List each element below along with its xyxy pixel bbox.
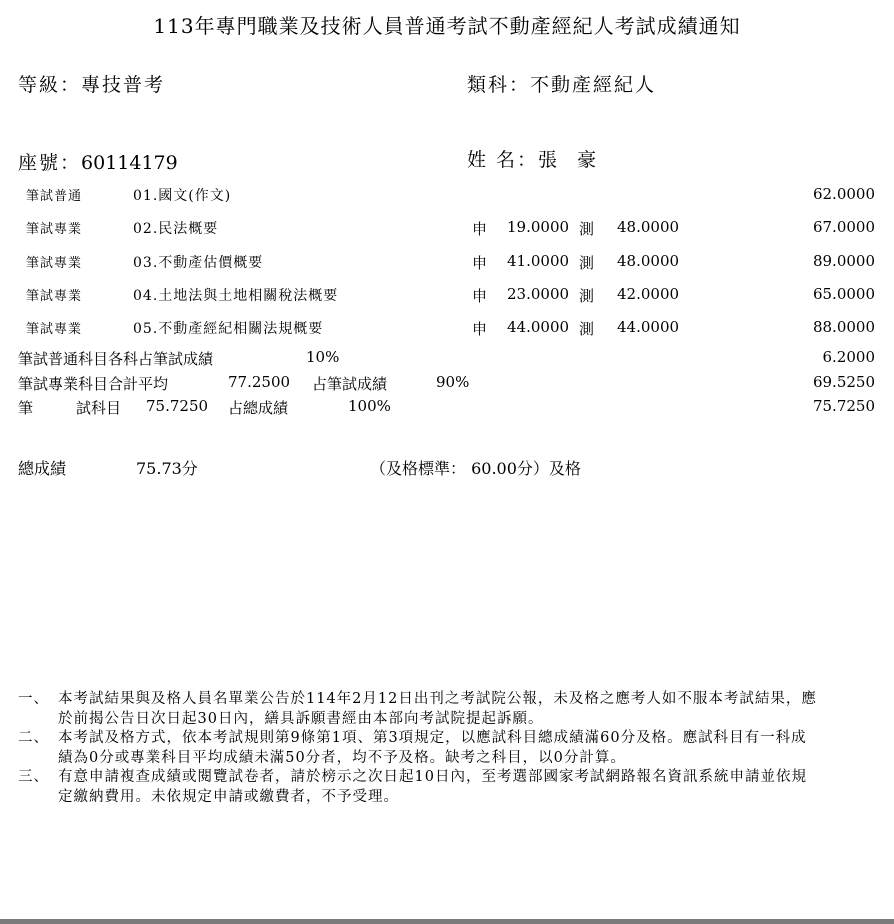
grade-value: 專技普考 <box>81 74 166 96</box>
summary-general-pct: 10% <box>306 348 340 366</box>
subject-score: 89.0000 <box>812 252 875 270</box>
note-text: 本考試結果與及格人員名單業公告於114年2月12日出刊之考試院公報，未及格之應考人如不服本考試結果，應於前揭公告日次日起30日內，繕具訴願書經由本部向考試院提起訴願。 <box>58 691 817 727</box>
summary-professional-text: 筆試專業科目合計平均 <box>18 375 169 393</box>
summary-written-b: 試科目 <box>76 399 122 417</box>
note-number: 一、 <box>18 691 49 707</box>
note-number: 二、 <box>18 730 49 746</box>
category-value: 不動產經紀人 <box>530 74 657 96</box>
note-item <box>18 690 818 729</box>
summary-general-text: 筆試普通科目各科占筆試成績 <box>18 350 214 368</box>
essay-score: 19.0000 <box>507 218 570 236</box>
subject-type: 筆試普通 <box>26 189 83 204</box>
total-value: 75.73分 <box>136 459 198 478</box>
subject-name: 03.不動產估價概要 <box>133 255 264 271</box>
test-score: 42.0000 <box>617 285 680 303</box>
total-score <box>0 456 894 480</box>
essay-mark: 申 <box>472 320 488 338</box>
summary-professional-value: 69.5250 <box>812 373 875 391</box>
note-text: 本考試及格方式，依本考試規則第9條第1項、第3項規定，以應試科目總成績滿60分及格。應試科目有一科成績為0分或專業科目平均成績未滿50分者，均不予及格。缺考之科目，以0分計算。 <box>58 730 807 766</box>
summary-professional-pct: 90% <box>436 373 470 391</box>
subject-row <box>0 218 894 244</box>
test-mark: 測 <box>579 254 595 272</box>
summary-general-value: 6.2000 <box>822 348 875 366</box>
summary-written-value: 75.7250 <box>812 397 875 415</box>
category-field <box>467 70 656 97</box>
subject-score: 88.0000 <box>812 318 875 336</box>
subject-name: 04.土地法與土地相關稅法概要 <box>133 288 339 304</box>
summary-written-pct: 100% <box>348 397 391 415</box>
page-title: 113年專門職業及技術人員普通考試不動產經紀人考試成績通知 <box>153 14 741 38</box>
subject-row <box>0 185 894 211</box>
essay-mark: 申 <box>472 220 488 238</box>
summary-written-avg: 75.7250 <box>146 397 209 415</box>
summary-professional-mid: 占筆試成績 <box>312 375 388 393</box>
name-field <box>467 145 598 172</box>
subject-row <box>0 318 894 344</box>
essay-mark: 申 <box>472 287 488 305</box>
category-label: 類科： <box>467 74 531 96</box>
test-mark: 測 <box>579 220 595 238</box>
subject-row <box>0 252 894 278</box>
name-first: 張 <box>538 149 560 171</box>
subject-type: 筆試專業 <box>26 322 83 337</box>
summary-professional-avg: 77.2500 <box>228 373 291 391</box>
bottom-border <box>0 919 894 924</box>
essay-score: 44.0000 <box>507 318 570 336</box>
subject-score: 65.0000 <box>812 285 875 303</box>
summary-written-a: 筆 <box>18 399 34 417</box>
summary-professional <box>0 373 894 397</box>
test-score: 44.0000 <box>617 318 680 336</box>
subject-type: 筆試專業 <box>26 222 83 237</box>
essay-mark: 申 <box>472 254 488 272</box>
grade-label: 等級： <box>18 74 82 96</box>
note-item <box>18 729 818 768</box>
subject-score: 62.0000 <box>812 185 875 203</box>
grade-field <box>18 70 165 97</box>
subject-name: 05.不動產經紀相關法規概要 <box>133 321 324 337</box>
subject-row <box>0 285 894 311</box>
notes-section <box>18 690 818 807</box>
subject-type: 筆試專業 <box>26 289 83 304</box>
seat-field <box>18 148 178 175</box>
subject-name: 02.民法概要 <box>133 221 219 237</box>
test-score: 48.0000 <box>617 252 680 270</box>
essay-score: 41.0000 <box>507 252 570 270</box>
subject-name: 01.國文(作文) <box>133 188 232 204</box>
name-last: 豪 <box>577 149 599 171</box>
note-number: 三、 <box>18 769 49 785</box>
pass-standard: （及格標準： 60.00分）及格 <box>370 459 581 478</box>
note-text: 有意申請複查成績或閱覽試卷者，請於榜示之次日起10日內，至考選部國家考試網路報名資訊系統申請並依規定繳納費用。未依規定申請或繳費者，不予受理。 <box>58 769 807 805</box>
test-mark: 測 <box>579 287 595 305</box>
essay-score: 23.0000 <box>507 285 570 303</box>
note-item <box>18 768 818 807</box>
total-label: 總成績 <box>18 459 67 478</box>
summary-written <box>0 397 894 421</box>
subject-type: 筆試專業 <box>26 256 83 271</box>
seat-label: 座號： <box>18 152 82 174</box>
name-label: 姓 名： <box>467 149 539 171</box>
subject-score: 67.0000 <box>812 218 875 236</box>
seat-value: 60114179 <box>81 152 178 174</box>
summary-written-mid: 占總成績 <box>228 399 289 417</box>
test-score: 48.0000 <box>617 218 680 236</box>
summary-general <box>0 348 894 372</box>
test-mark: 測 <box>579 320 595 338</box>
